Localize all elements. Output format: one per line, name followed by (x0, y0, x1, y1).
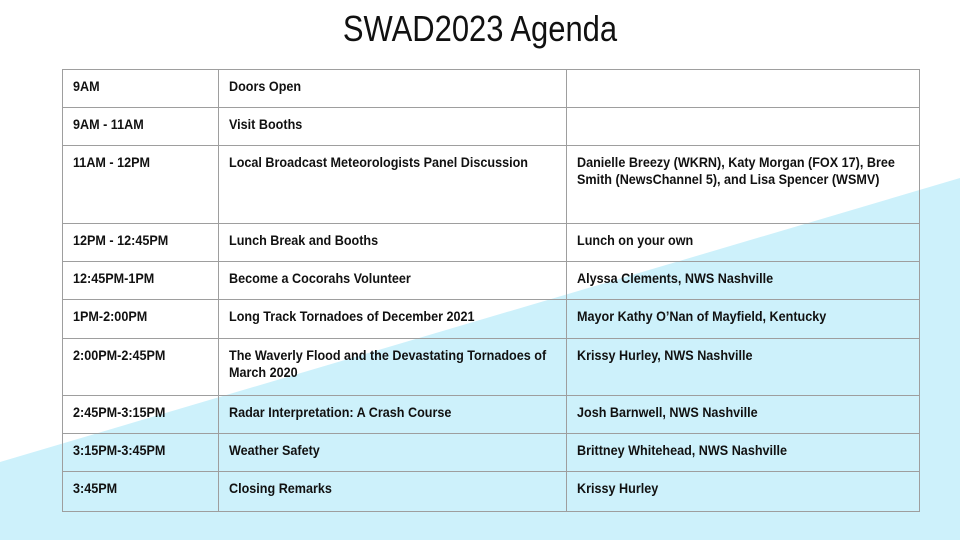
time-cell: 3:45PM (63, 472, 219, 512)
session-cell: Lunch Break and Booths (219, 224, 567, 262)
table-row (63, 70, 920, 108)
session-cell: The Waverly Flood and the Devastating Tornadoes of March 2020 (219, 339, 567, 396)
speakers-cell (567, 70, 920, 108)
time-cell: 11AM - 12PM (63, 146, 219, 224)
time-cell: 3:15PM-3:45PM (63, 434, 219, 472)
time-cell: 9AM - 11AM (63, 108, 219, 146)
session-cell: Become a Cocorahs Volunteer (219, 262, 567, 300)
speakers-cell: Josh Barnwell, NWS Nashville (567, 396, 920, 434)
speakers-cell: Krissy Hurley, NWS Nashville (567, 339, 920, 396)
speakers-cell: Lunch on your own (567, 224, 920, 262)
time-cell: 2:00PM-2:45PM (63, 339, 219, 396)
table-row (63, 262, 920, 300)
time-cell: 9AM (63, 70, 219, 108)
speakers-cell: Krissy Hurley (567, 472, 920, 512)
speakers-cell: Alyssa Clements, NWS Nashville (567, 262, 920, 300)
table-row (63, 108, 920, 146)
time-cell: 12PM - 12:45PM (63, 224, 219, 262)
table-row (63, 396, 920, 434)
speakers-cell: Mayor Kathy O’Nan of Mayfield, Kentucky (567, 300, 920, 339)
table-row (63, 339, 920, 396)
table-row (63, 434, 920, 472)
speakers-cell (567, 108, 920, 146)
slide-title: SWAD2023 Agenda (342, 8, 618, 49)
session-cell: Visit Booths (219, 108, 567, 146)
agenda-table-body (63, 70, 920, 512)
session-cell: Long Track Tornadoes of December 2021 (219, 300, 567, 339)
speakers-cell: Danielle Breezy (WKRN), Katy Morgan (FOX 17), Bree Smith (NewsChannel 5), and Lisa Spencer (WSMV) (567, 146, 920, 224)
time-cell: 2:45PM-3:15PM (63, 396, 219, 434)
session-cell: Radar Interpretation: A Crash Course (219, 396, 567, 434)
speakers-cell: Brittney Whitehead, NWS Nashville (567, 434, 920, 472)
session-cell: Local Broadcast Meteorologists Panel Discussion (219, 146, 567, 224)
agenda-table (62, 69, 920, 512)
table-row (63, 224, 920, 262)
table-row (63, 300, 920, 339)
session-cell: Doors Open (219, 70, 567, 108)
session-cell: Closing Remarks (219, 472, 567, 512)
time-cell: 12:45PM-1PM (63, 262, 219, 300)
time-cell: 1PM-2:00PM (63, 300, 219, 339)
session-cell: Weather Safety (219, 434, 567, 472)
table-row (63, 472, 920, 512)
table-row (63, 146, 920, 224)
